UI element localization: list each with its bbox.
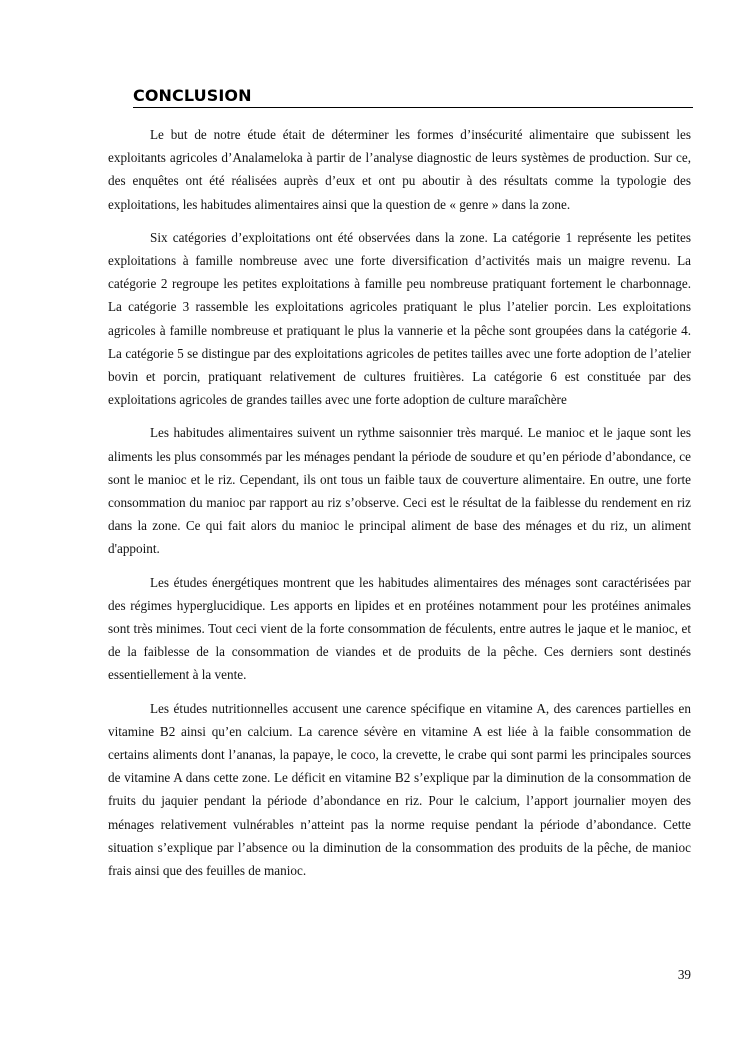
paragraph-eating-habits: Les habitudes alimentaires suivent un rythme saisonnier très marqué. Le manioc et le jaque sont les aliments les plus consommés par les ménages pendant la période de soudure et qu’en période d’abondance, ce sont le manioc et le riz. Cependant, ils ont tous un faible taux de couverture alimentaire. En outre, une forte consommation du manioc par rapport au riz s’observe. Ceci est le résultat de la faiblesse du rendement en riz dans la zone. Ce qui fait alors du manioc le principal aliment de base des ménages et du riz, un aliment d'appoint. (108, 425, 691, 557)
section-heading: CONCLUSION (133, 86, 693, 108)
paragraph-energy-studies: Les études énergétiques montrent que les habitudes alimentaires des ménages sont caractérisées par des régimes hyperglucidique. Les apports en lipides et en protéines notamment pour les protéines animales sont très minimes. Tout ceci vient de la forte consommation de féculents, entre autres le jaque et le manioc, et de la faiblesse de la consommation de viandes et de produits de la pêche. Ces derniers sont destinés essentiellement à la vente. (108, 574, 691, 683)
body-text (108, 123, 691, 892)
paragraph-farm-categories: Six catégories d’exploitations ont été observées dans la zone. La catégorie 1 représente les petites exploitations à famille nombreuse avec une forte diversification d’activités mais un maigre revenu. La catégorie 2 regroupe les petites exploitations à famille peu nombreuse pratiquant fortement le charbonnage. La catégorie 3 rassemble les exploitations agricoles pratiquant le plus l’atelier porcin. Les exploitations agricoles à famille nombreuse et pratiquant le plus la vannerie et la pêche sont groupées dans la catégorie 4. La catégorie 5 se distingue par des exploitations agricoles de petites tailles avec une forte adoption de l’atelier bovin et porcin, pratiquant relativement de cultures fruitières. La catégorie 6 est constituée par des exploitations agricoles de grandes tailles avec une forte adoption de culture maraîchère (108, 229, 691, 408)
paragraph-nutrition-studies: Les études nutritionnelles accusent une carence spécifique en vitamine A, des carences partielles en vitamine B2 ainsi qu’en calcium. La carence sévère en vitamine A est liée à la faible consommation de certains aliments dont l’ananas, la papaye, le coco, la crevette, le crabe qui sont parmi les principales sources de vitamine A dans cette zone. Le déficit en vitamine B2 s’explique par la diminution de la consommation de fruits du jaquier pendant la période d’abondance en riz. Pour le calcium, l’apport journalier moyen des ménages relativement vulnérables n’atteint pas la norme requise pendant la période d’abondance. Cette situation s’explique par l’absence ou la diminution de la consommation des produits de la pêche, de manioc frais ainsi que des feuilles de manioc. (108, 700, 691, 879)
paragraph-study-objective: Le but de notre étude était de déterminer les formes d’insécurité alimentaire que subissent les exploitants agricoles d’Analameloka à partir de l’analyse diagnostic de leurs systèmes de production. Sur ce, des enquêtes ont été réalisées auprès d’eux et ont pu aboutir à des résultats comme la typologie des exploitations, les habitudes alimentaires ainsi que la question de « genre » dans la zone. (108, 127, 691, 212)
page-number: 39 (677, 967, 691, 982)
